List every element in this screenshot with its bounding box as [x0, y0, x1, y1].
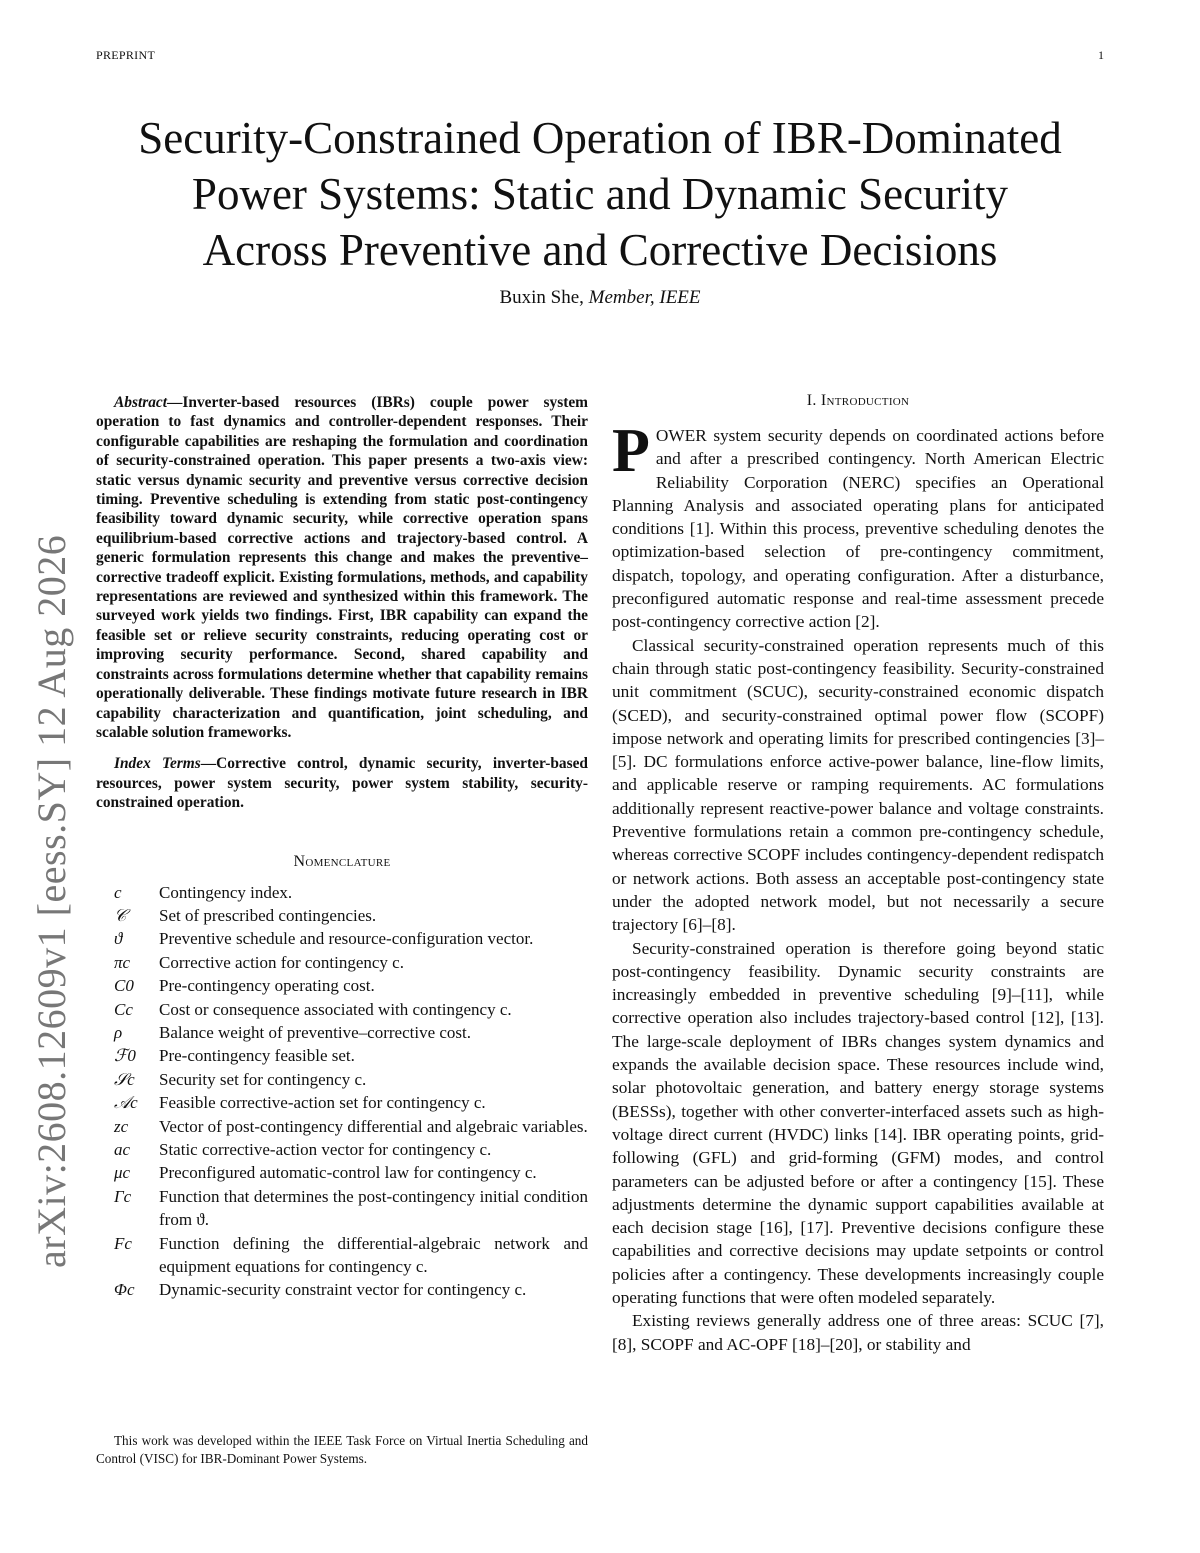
nomenclature-symbol: πc	[114, 952, 131, 972]
nomenclature-desc: Preventive schedule and resource-configuration vector.	[159, 929, 534, 949]
right-column	[612, 392, 1104, 1356]
drop-cap: P	[612, 417, 650, 485]
abstract-text: —Inverter-based resources (IBRs) couple power system operation to fast dynamics and controller-dependent responses. Their configurable capabilities are reshaping the formulation and coordination of security-constrained operation. This paper presents a two-axis view: static versus dynamic security and preventive versus corrective decision timing. Preventive scheduling is extending from static post-contingency feasibility toward dynamic security, while corrective operation spans equilibrium-based corrective actions and trajectory-based control. A generic formulation represents this change and makes the preventive–corrective tradeoff explicit. Existing formulations, methods, and capability representations are reviewed and synthesized within this framework. The surveyed work yields two findings. First, IBR capability can expand the feasible set or relieve security constraints, reducing operating cost or improving security performance. Second, shared capability and constraints across formulations determine whether that capability remains operationally deliverable. These findings motivate future research in IBR capability characterization and quantification, joint scheduling, and scalable solution frameworks.	[96, 394, 588, 741]
paper-title	[60, 110, 1140, 278]
introduction-body	[612, 417, 1104, 1356]
footnote: This work was developed within the IEEE Task Force on Virtual Inertia Scheduling and Control (VISC) for IBR-Dominant Power Systems.	[96, 1433, 588, 1466]
nomenclature-item	[96, 904, 588, 927]
nomenclature-desc: Set of prescribed contingencies.	[159, 905, 377, 925]
author-name: Buxin She,	[499, 287, 589, 308]
nomenclature-item	[96, 1185, 588, 1232]
nomenclature-symbol: ac	[114, 1140, 131, 1159]
nomenclature-symbol: Γc	[114, 1186, 132, 1206]
abstract	[96, 393, 588, 742]
nomenclature-item	[96, 974, 588, 997]
nomenclature-desc: Vector of post-contingency differential and algebraic variables.	[159, 1116, 588, 1136]
author-affiliation: Member, IEEE	[588, 287, 701, 308]
nomenclature-item	[96, 1091, 588, 1114]
nomenclature-symbol: ϑ	[114, 929, 123, 949]
title-line: Security-Constrained Operation of IBR-Dominated	[138, 113, 1062, 163]
nomenclature-item	[96, 998, 588, 1021]
nomenclature-symbol: Cc	[114, 999, 133, 1019]
running-header: PREPRINT	[96, 48, 156, 62]
title-line: Power Systems: Static and Dynamic Security	[191, 169, 1009, 219]
nomenclature-title: Nomenclature	[293, 852, 391, 870]
nomenclature-symbol: μc	[114, 1163, 131, 1183]
nomenclature-symbol: 𝒜c	[114, 1093, 138, 1113]
left-column	[96, 393, 588, 1302]
nomenclature-item	[96, 1232, 588, 1279]
nomenclature-desc: Corrective action for contingency c.	[159, 952, 404, 972]
nomenclature-item	[96, 927, 588, 950]
page-number: 1	[1098, 48, 1104, 62]
index-terms	[96, 754, 588, 812]
paragraph	[612, 417, 1104, 634]
nomenclature-item	[96, 1278, 588, 1301]
nomenclature-item	[96, 1021, 588, 1044]
nomenclature-desc: Security set for contingency c.	[159, 1069, 367, 1089]
nomenclature-symbol: c	[114, 882, 122, 902]
nomenclature-symbol: 𝒮c	[114, 1069, 135, 1089]
nomenclature-item	[96, 1044, 588, 1067]
nomenclature-desc: Balance weight of preventive–corrective cost.	[159, 1022, 472, 1042]
nomenclature-item	[96, 1161, 588, 1184]
section-title-introduction: I. Introduction	[806, 392, 910, 409]
author-line	[0, 287, 1200, 309]
nomenclature-desc: Static corrective-action vector for contingency c.	[159, 1140, 492, 1159]
nomenclature-desc: Pre-contingency feasible set.	[159, 1046, 355, 1066]
nomenclature-desc: Preconfigured automatic-control law for contingency c.	[159, 1163, 537, 1183]
nomenclature-symbol: Φc	[114, 1280, 135, 1300]
paragraph-text: OWER system security depends on coordinated actions before and after a prescribed contingency. North American Electric Reliability Corporation (NERC) specifies an Operational Planning Analysis and associated operating plans for anticipated conditions [1]. Within this process, preventive scheduling denotes the optimization-based selection of pre-contingency commitment, dispatch, topology, and operating configuration. After a disturbance, preconfigured automatic response and real-time assessment precede post-contingency corrective action [2].	[612, 426, 1104, 632]
nomenclature-item	[96, 1068, 588, 1091]
nomenclature-desc: Pre-contingency operating cost.	[159, 976, 375, 996]
nomenclature-item	[96, 1115, 588, 1138]
nomenclature-symbol: C0	[114, 976, 134, 996]
paragraph: Classical security-constrained operation represents much of this chain through static post-contingency feasibility. Security-constrained unit commitment (SCUC), security-constrained economic dispatch (SCED), and security-constrained optimal power flow (SCOPF) impose network and operating limits for prescribed contingencies [3]–[5]. DC formulations enforce active-power balance, line-flow limits, and applicable reserve or ramping requirements. AC formulations additionally represent reactive-power balance and voltage constraints. Preventive formulations retain a common pre-contingency schedule, whereas corrective SCOPF includes contingency-dependent redispatch or network actions. Both assess an acceptable post-contingency state under the adopted network model, but not necessarily a secure trajectory [6]–[8].	[612, 635, 1104, 935]
nomenclature-symbol: 𝒞	[114, 905, 127, 925]
nomenclature-item	[96, 881, 588, 904]
index-terms-text: —Corrective control, dynamic security, inverter-based resources, power system security, power system stability, security-constrained operation.	[96, 755, 588, 812]
nomenclature-desc: Function that determines the post-contingency initial condition from ϑ.	[159, 1186, 588, 1230]
nomenclature-symbol: Fc	[114, 1233, 132, 1253]
nomenclature-item	[96, 1138, 588, 1161]
arxiv-stamp: arXiv:2608.12609v1 [eess.SY] 12 Aug 2026	[29, 534, 74, 1268]
nomenclature-symbol: zc	[114, 1116, 129, 1136]
nomenclature-symbol: ρ	[114, 1022, 123, 1042]
nomenclature-symbol: ℱ0	[114, 1046, 136, 1066]
nomenclature-desc: Contingency index.	[159, 882, 293, 902]
paragraph: Existing reviews generally address one of three areas: SCUC [7], [8], SCOPF and AC-OPF [18]–[20], or stability and	[612, 1311, 1104, 1354]
paragraph: Security-constrained operation is therefore going beyond static post-contingency feasibility. Dynamic security constraints are increasingly embedded in preventive scheduling [9]–[11], while corrective operation also includes trajectory-based control [12], [13]. The large-scale deployment of IBRs changes system dynamics and expands the available decision space. These resources include wind, solar photovoltaic generation, and battery energy storage systems (BESSs), together with other converter-interfaced assets such as high-voltage direct current (HVDC) links [14]. IBR operating points, grid-following (GFL) and grid-forming (GFM) modes, and control parameters can be adjusted before or after a contingency [15]. These adjustments determine the dynamic support capabilities available at each decision stage [16], [17]. Preventive decisions configure these capabilities and corrective decisions may update setpoints or control policies after a contingency. These developments increasingly couple operating functions that were often modeled separately.	[612, 938, 1104, 1307]
nomenclature-desc: Cost or consequence associated with contingency c.	[159, 999, 512, 1019]
nomenclature-list	[96, 881, 588, 1302]
nomenclature-desc: Dynamic-security constraint vector for contingency c.	[159, 1280, 527, 1300]
nomenclature-desc: Feasible corrective-action set for contingency c.	[159, 1093, 486, 1113]
nomenclature-item	[96, 951, 588, 974]
title-line: Across Preventive and Corrective Decisions	[202, 225, 998, 275]
abstract-label: Abstract	[114, 394, 168, 411]
index-terms-label: Index Terms	[114, 755, 201, 773]
nomenclature-desc: Function defining the differential-algebraic network and equipment equations for contingency c.	[159, 1233, 588, 1277]
